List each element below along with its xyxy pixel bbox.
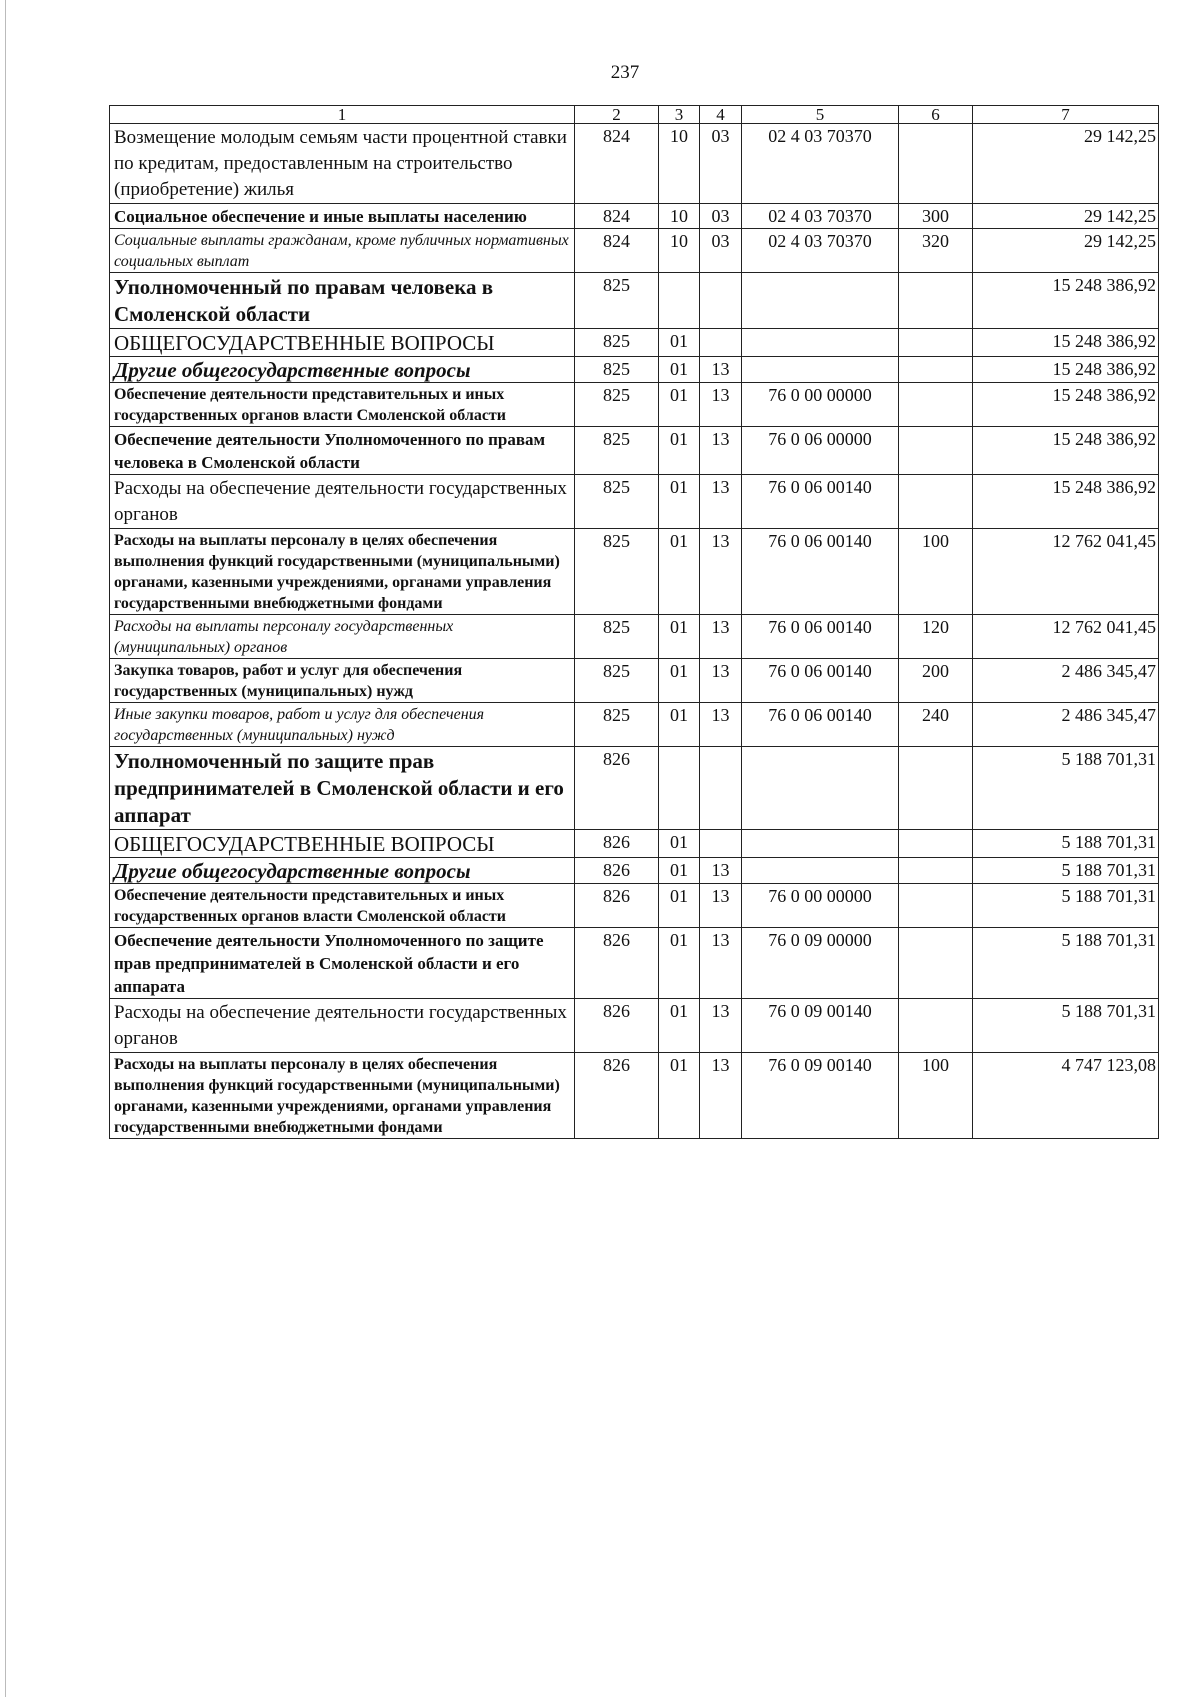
- target-article-cell: 76 0 06 00140: [742, 529, 899, 615]
- subsection-cell: [700, 329, 742, 357]
- row-name-cell: Обеспечение деятельности представительных и иных государственных органов власти Смоленской области: [110, 383, 575, 427]
- admin-code-cell: 825: [575, 383, 659, 427]
- budget-table: [109, 105, 1159, 1139]
- row-name-cell: Уполномоченный по правам человека в Смоленской области: [110, 273, 575, 329]
- expense-type-cell: [899, 329, 973, 357]
- amount-cell: 15 248 386,92: [973, 273, 1159, 329]
- target-article-cell: 76 0 09 00000: [742, 928, 899, 999]
- amount-cell: 5 188 701,31: [973, 928, 1159, 999]
- target-article-cell: 76 0 06 00140: [742, 659, 899, 703]
- target-article-cell: 76 0 00 00000: [742, 884, 899, 928]
- amount-cell: 5 188 701,31: [973, 858, 1159, 884]
- column-header: 2: [575, 106, 659, 124]
- subsection-cell: 03: [700, 124, 742, 204]
- subsection-cell: 03: [700, 229, 742, 273]
- row-name-cell: Другие общегосударственные вопросы: [110, 858, 575, 884]
- admin-code-cell: 824: [575, 229, 659, 273]
- row-name-cell: Закупка товаров, работ и услуг для обеспечения государственных (муниципальных) нужд: [110, 659, 575, 703]
- target-article-cell: 76 0 06 00140: [742, 615, 899, 659]
- amount-cell: 2 486 345,47: [973, 703, 1159, 747]
- table-row: [110, 357, 1159, 383]
- expense-type-cell: [899, 830, 973, 858]
- row-name-cell: Обеспечение деятельности Уполномоченного по защите прав предпринимателей в Смоленской области и его аппарата: [110, 928, 575, 999]
- table-row: [110, 124, 1159, 204]
- subsection-cell: 13: [700, 999, 742, 1053]
- amount-cell: 4 747 123,08: [973, 1053, 1159, 1139]
- row-name-cell: Возмещение молодым семьям части процентной ставки по кредитам, предоставленным на строительство (приобретение) жилья: [110, 124, 575, 204]
- section-cell: 01: [659, 830, 700, 858]
- expense-type-cell: 200: [899, 659, 973, 703]
- table-row: [110, 884, 1159, 928]
- section-cell: 01: [659, 427, 700, 475]
- table-row: [110, 830, 1159, 858]
- section-cell: 01: [659, 529, 700, 615]
- row-name-cell: Расходы на обеспечение деятельности государственных органов: [110, 475, 575, 529]
- expense-type-cell: [899, 273, 973, 329]
- subsection-cell: 13: [700, 858, 742, 884]
- section-cell: 01: [659, 475, 700, 529]
- page-number: 237: [610, 62, 640, 83]
- subsection-cell: 13: [700, 659, 742, 703]
- admin-code-cell: 825: [575, 615, 659, 659]
- admin-code-cell: 826: [575, 830, 659, 858]
- target-article-cell: 76 0 06 00140: [742, 475, 899, 529]
- row-name-cell: Иные закупки товаров, работ и услуг для обеспечения государственных (муниципальных) нужд: [110, 703, 575, 747]
- amount-cell: 2 486 345,47: [973, 659, 1159, 703]
- admin-code-cell: 824: [575, 124, 659, 204]
- scan-margin-line: [5, 0, 6, 1697]
- amount-cell: 5 188 701,31: [973, 884, 1159, 928]
- column-header: 7: [973, 106, 1159, 124]
- target-article-cell: 02 4 03 70370: [742, 204, 899, 229]
- table-row: [110, 659, 1159, 703]
- table-row: [110, 273, 1159, 329]
- column-header: 4: [700, 106, 742, 124]
- row-name-cell: Уполномоченный по защите прав предпринимателей в Смоленской области и его аппарат: [110, 747, 575, 830]
- target-article-cell: 76 0 06 00000: [742, 427, 899, 475]
- column-header: 3: [659, 106, 700, 124]
- expense-type-cell: 100: [899, 529, 973, 615]
- admin-code-cell: 826: [575, 999, 659, 1053]
- subsection-cell: [700, 747, 742, 830]
- subsection-cell: 13: [700, 529, 742, 615]
- target-article-cell: [742, 830, 899, 858]
- table-row: [110, 999, 1159, 1053]
- subsection-cell: [700, 273, 742, 329]
- amount-cell: 5 188 701,31: [973, 999, 1159, 1053]
- row-name-cell: Расходы на выплаты персоналу государственных (муниципальных) органов: [110, 615, 575, 659]
- row-name-cell: ОБЩЕГОСУДАРСТВЕННЫЕ ВОПРОСЫ: [110, 830, 575, 858]
- target-article-cell: 76 0 09 00140: [742, 999, 899, 1053]
- expense-type-cell: [899, 475, 973, 529]
- admin-code-cell: 825: [575, 357, 659, 383]
- expense-type-cell: 240: [899, 703, 973, 747]
- target-article-cell: [742, 357, 899, 383]
- expense-type-cell: [899, 124, 973, 204]
- section-cell: 10: [659, 229, 700, 273]
- row-name-cell: Другие общегосударственные вопросы: [110, 357, 575, 383]
- admin-code-cell: 825: [575, 703, 659, 747]
- row-name-cell: Расходы на обеспечение деятельности государственных органов: [110, 999, 575, 1053]
- subsection-cell: 03: [700, 204, 742, 229]
- expense-type-cell: [899, 383, 973, 427]
- column-header: 5: [742, 106, 899, 124]
- expense-type-cell: 120: [899, 615, 973, 659]
- section-cell: 01: [659, 858, 700, 884]
- table-row: [110, 858, 1159, 884]
- table-row: [110, 475, 1159, 529]
- expense-type-cell: 300: [899, 204, 973, 229]
- amount-cell: 15 248 386,92: [973, 329, 1159, 357]
- subsection-cell: 13: [700, 703, 742, 747]
- row-name-cell: Социальные выплаты гражданам, кроме публичных нормативных социальных выплат: [110, 229, 575, 273]
- table-row: [110, 703, 1159, 747]
- amount-cell: 29 142,25: [973, 204, 1159, 229]
- expense-type-cell: 100: [899, 1053, 973, 1139]
- row-name-cell: ОБЩЕГОСУДАРСТВЕННЫЕ ВОПРОСЫ: [110, 329, 575, 357]
- admin-code-cell: 826: [575, 858, 659, 884]
- target-article-cell: 02 4 03 70370: [742, 124, 899, 204]
- section-cell: 01: [659, 383, 700, 427]
- section-cell: [659, 747, 700, 830]
- subsection-cell: 13: [700, 928, 742, 999]
- section-cell: 01: [659, 329, 700, 357]
- row-name-cell: Расходы на выплаты персоналу в целях обеспечения выполнения функций государственными (муниципальными) органами, казенными учреждениями, органами управления государственными внебюджетными фондами: [110, 529, 575, 615]
- table-row: [110, 1053, 1159, 1139]
- admin-code-cell: 825: [575, 659, 659, 703]
- target-article-cell: 76 0 09 00140: [742, 1053, 899, 1139]
- section-cell: 10: [659, 124, 700, 204]
- admin-code-cell: 825: [575, 329, 659, 357]
- subsection-cell: 13: [700, 357, 742, 383]
- expense-type-cell: [899, 427, 973, 475]
- table-row: [110, 383, 1159, 427]
- section-cell: [659, 273, 700, 329]
- row-name-cell: Обеспечение деятельности Уполномоченного по правам человека в Смоленской области: [110, 427, 575, 475]
- amount-cell: 12 762 041,45: [973, 615, 1159, 659]
- subsection-cell: 13: [700, 427, 742, 475]
- table-row: [110, 329, 1159, 357]
- expense-type-cell: [899, 928, 973, 999]
- column-header-row: [110, 106, 1159, 124]
- target-article-cell: [742, 747, 899, 830]
- subsection-cell: 13: [700, 475, 742, 529]
- row-name-cell: Обеспечение деятельности представительных и иных государственных органов власти Смоленской области: [110, 884, 575, 928]
- subsection-cell: 13: [700, 1053, 742, 1139]
- target-article-cell: [742, 329, 899, 357]
- amount-cell: 5 188 701,31: [973, 747, 1159, 830]
- expense-type-cell: [899, 858, 973, 884]
- table-row: [110, 204, 1159, 229]
- admin-code-cell: 825: [575, 273, 659, 329]
- admin-code-cell: 825: [575, 529, 659, 615]
- amount-cell: 12 762 041,45: [973, 529, 1159, 615]
- admin-code-cell: 826: [575, 884, 659, 928]
- amount-cell: 15 248 386,92: [973, 427, 1159, 475]
- admin-code-cell: 826: [575, 747, 659, 830]
- subsection-cell: [700, 830, 742, 858]
- amount-cell: 29 142,25: [973, 229, 1159, 273]
- section-cell: 01: [659, 703, 700, 747]
- section-cell: 01: [659, 659, 700, 703]
- section-cell: 01: [659, 1053, 700, 1139]
- table-row: [110, 615, 1159, 659]
- table-row: [110, 529, 1159, 615]
- row-name-cell: Социальное обеспечение и иные выплаты населению: [110, 204, 575, 229]
- section-cell: 01: [659, 928, 700, 999]
- admin-code-cell: 825: [575, 475, 659, 529]
- section-cell: 10: [659, 204, 700, 229]
- admin-code-cell: 826: [575, 1053, 659, 1139]
- expense-type-cell: [899, 999, 973, 1053]
- expense-type-cell: 320: [899, 229, 973, 273]
- expense-type-cell: [899, 747, 973, 830]
- column-header: 6: [899, 106, 973, 124]
- expense-type-cell: [899, 884, 973, 928]
- amount-cell: 5 188 701,31: [973, 830, 1159, 858]
- section-cell: 01: [659, 999, 700, 1053]
- table-row: [110, 747, 1159, 830]
- subsection-cell: 13: [700, 383, 742, 427]
- admin-code-cell: 825: [575, 427, 659, 475]
- table-row: [110, 427, 1159, 475]
- amount-cell: 15 248 386,92: [973, 357, 1159, 383]
- table-row: [110, 229, 1159, 273]
- amount-cell: 15 248 386,92: [973, 475, 1159, 529]
- target-article-cell: 76 0 06 00140: [742, 703, 899, 747]
- target-article-cell: [742, 273, 899, 329]
- admin-code-cell: 824: [575, 204, 659, 229]
- column-header: 1: [110, 106, 575, 124]
- target-article-cell: 76 0 00 00000: [742, 383, 899, 427]
- subsection-cell: 13: [700, 884, 742, 928]
- table-row: [110, 928, 1159, 999]
- section-cell: 01: [659, 615, 700, 659]
- admin-code-cell: 826: [575, 928, 659, 999]
- row-name-cell: Расходы на выплаты персоналу в целях обеспечения выполнения функций государственными (муниципальными) органами, казенными учреждениями, органами управления государственными внебюджетными фондами: [110, 1053, 575, 1139]
- subsection-cell: 13: [700, 615, 742, 659]
- section-cell: 01: [659, 357, 700, 383]
- amount-cell: 15 248 386,92: [973, 383, 1159, 427]
- target-article-cell: 02 4 03 70370: [742, 229, 899, 273]
- amount-cell: 29 142,25: [973, 124, 1159, 204]
- target-article-cell: [742, 858, 899, 884]
- expense-type-cell: [899, 357, 973, 383]
- section-cell: 01: [659, 884, 700, 928]
